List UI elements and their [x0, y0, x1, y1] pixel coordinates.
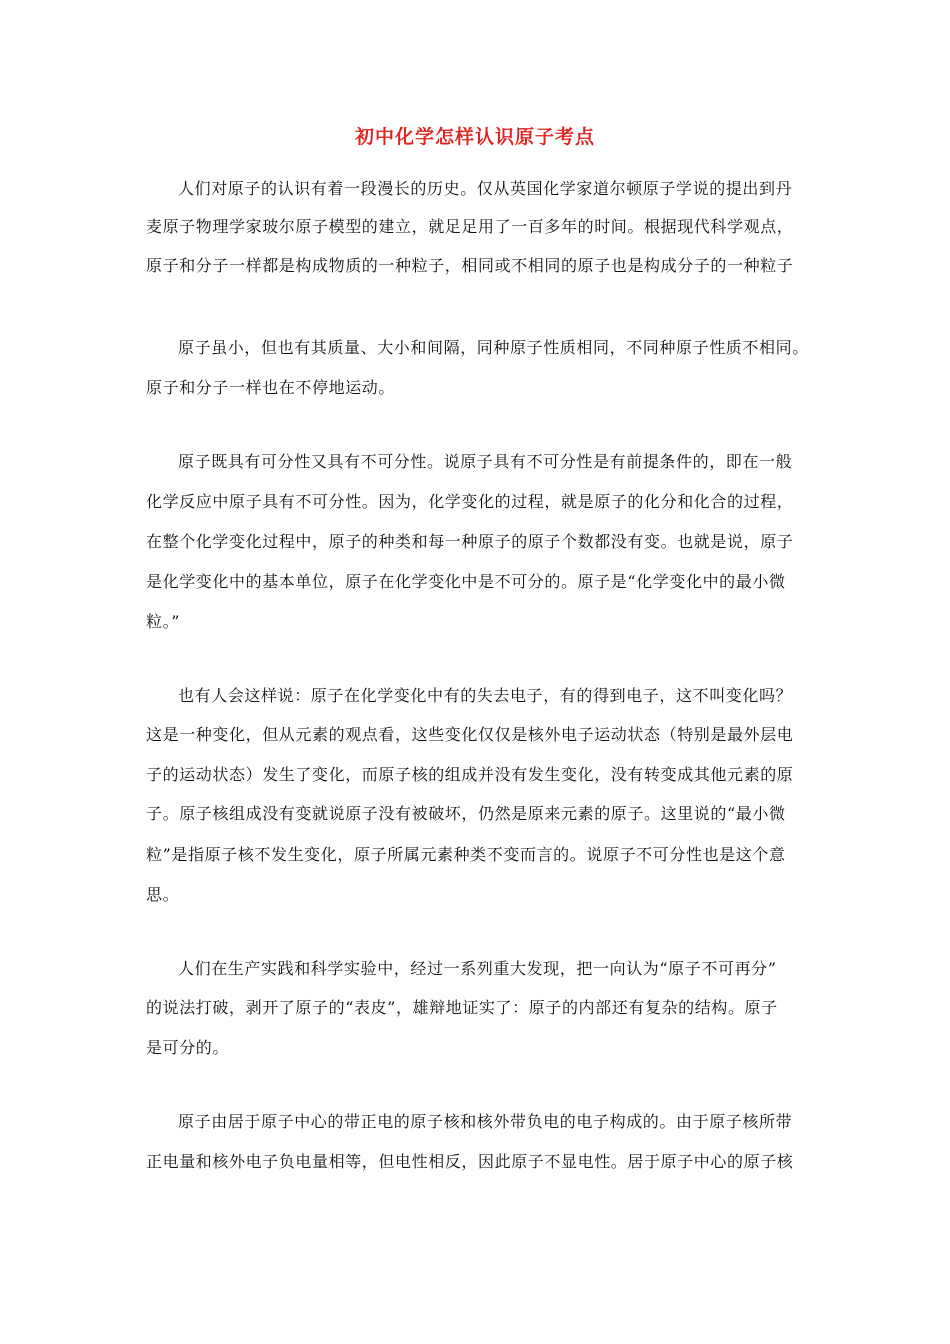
text-line: 原子虽小，但也有其质量、大小和间隔，同种原子性质相同，不同种原子性质不相同。 — [178, 338, 809, 357]
text-line: 化学反应中原子具有不可分性。因为，化学变化的过程，就是原子的化分和化合的过程， — [146, 492, 794, 511]
text-line: 是化学变化中的基本单位，原子在化学变化中是不可分的。原子是“化学变化中的最小微 — [146, 572, 786, 591]
text-line: 的说法打破，剥开了原子的“表皮”，雄辩地证实了：原子的内部还有复杂的结构。原子 — [146, 998, 778, 1017]
text-line: 正电量和核外电子负电量相等，但电性相反，因此原子不显电性。居于原子中心的原子核 — [146, 1152, 794, 1171]
text-line: 是可分的。 — [146, 1038, 230, 1057]
document-title: 初中化学怎样认识原子考点 — [354, 126, 595, 148]
text-line: 麦原子物理学家玻尔原子模型的建立，就足足用了一百多年的时间。根据现代科学观点， — [146, 217, 794, 236]
text-line: 粒。” — [146, 612, 180, 631]
text-line: 思。 — [146, 885, 180, 904]
text-line: 人们在生产实践和科学实验中，经过一系列重大发现，把一向认为“原子不可再分” — [178, 959, 777, 978]
text-line: 这是一种变化，但从元素的观点看，这些变化仅仅是核外电子运动状态（特别是最外层电 — [146, 725, 794, 744]
text-line: 粒”是指原子核不发生变化，原子所属元素种类不变而言的。说原子不可分性也是这个意 — [146, 845, 786, 864]
text-line: 子。原子核组成没有变就说原子没有被破坏，仍然是原来元素的原子。这里说的“最小微 — [146, 804, 786, 823]
text-line: 原子既具有可分性又具有不可分性。说原子具有不可分性是有前提条件的，即在一般 — [178, 452, 793, 471]
text-line: 在整个化学变化过程中，原子的种类和每一种原子的原子个数都没有变。也就是说，原子 — [146, 532, 794, 551]
text-line: 原子和分子一样也在不停地运动。 — [146, 378, 396, 397]
text-line: 人们对原子的认识有着一段漫长的历史。仅从英国化学家道尔顿原子学说的提出到丹 — [178, 179, 793, 198]
text-line: 也有人会这样说：原子在化学变化中有的失去电子，有的得到电子，这不叫变化吗？ — [178, 686, 793, 705]
text-line: 原子由居于原子中心的带正电的原子核和核外带负电的电子构成的。由于原子核所带 — [178, 1112, 793, 1131]
text-line: 子的运动状态）发生了变化，而原子核的组成并没有发生变化，没有转变成其他元素的原 — [146, 765, 794, 784]
text-line: 原子和分子一样都是构成物质的一种粒子，相同或不相同的原子也是构成分子的一种粒子 — [146, 256, 794, 275]
